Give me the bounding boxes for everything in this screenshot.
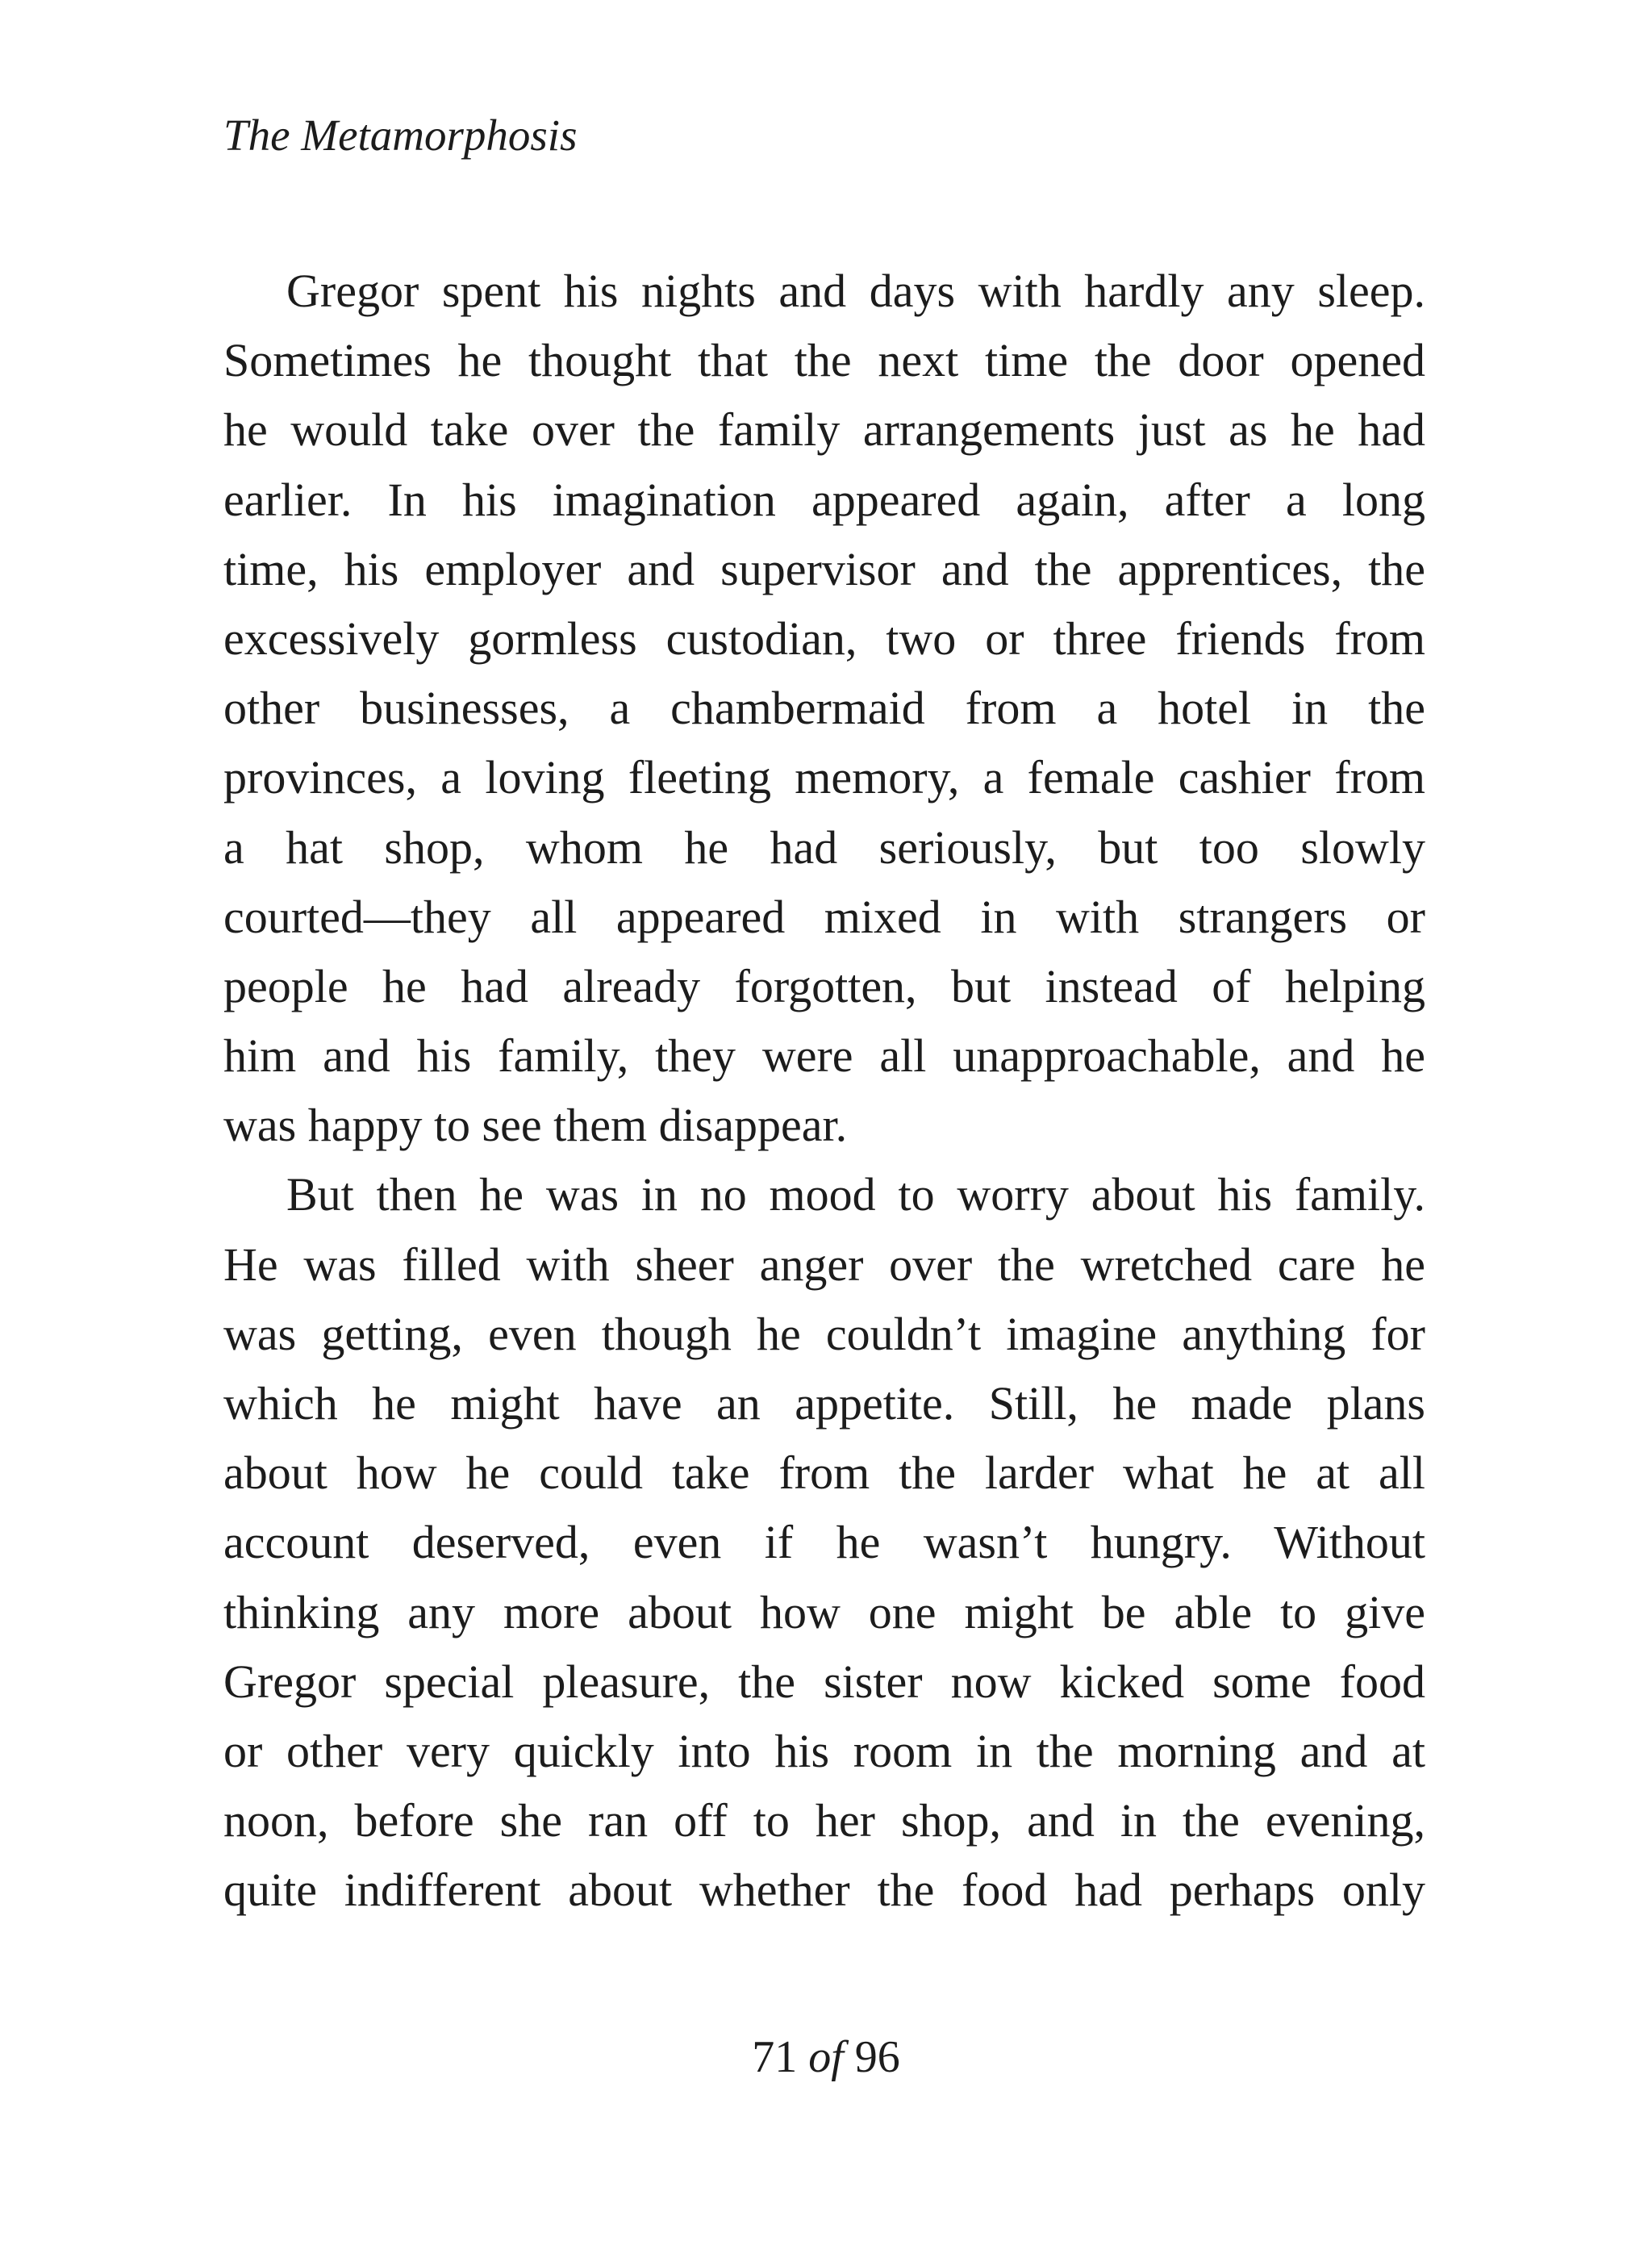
text-line: account deserved, even if he wasn’t hungry. Without (223, 1516, 1425, 1569)
paragraph (223, 1160, 1425, 1925)
text-line: Sometimes he thought that the next time the door opened (223, 334, 1425, 387)
text-line: which he might have an appetite. Still, he made plans (223, 1377, 1425, 1430)
text-line: or other very quickly into his room in the morning and at (223, 1724, 1425, 1777)
text-line: him and his family, they were all unapproachable, and he (223, 1029, 1425, 1083)
text-line: But then he was in no mood to worry about his family. (286, 1168, 1425, 1221)
text-line: about how he could take from the larder what he at all (223, 1446, 1425, 1500)
text-line: was getting, even though he couldn’t imagine anything for (223, 1307, 1425, 1360)
paragraph (223, 257, 1425, 1160)
page-number (0, 2025, 1652, 2089)
text-line: a hat shop, whom he had seriously, but too slowly (223, 820, 1425, 874)
text-line: Gregor spent his nights and days with hardly any sleep. (286, 265, 1425, 317)
page-of-label: of (808, 2032, 844, 2082)
text-line: provinces, a loving fleeting memory, a female cashier from (223, 751, 1425, 804)
text-line: courted—they all appeared mixed in with strangers or (223, 890, 1425, 943)
body-text (223, 257, 1425, 1926)
total-pages-number: 96 (854, 2032, 900, 2082)
text-line: time, his employer and supervisor and the apprentices, the (223, 542, 1425, 595)
text-line: other businesses, a chambermaid from a hotel in the (223, 682, 1425, 735)
text-line: He was filled with sheer anger over the wretched care he (223, 1238, 1425, 1291)
current-page-number: 71 (752, 2032, 798, 2082)
text-line: earlier. In his imagination appeared again, after a long (223, 473, 1425, 526)
text-line: he would take over the family arrangements just as he had (223, 403, 1425, 457)
text-line: excessively gormless custodian, two or three friends from (223, 612, 1425, 665)
text-line: Gregor special pleasure, the sister now kicked some food (223, 1655, 1425, 1708)
text-line: thinking any more about how one might be able to give (223, 1585, 1425, 1638)
text-line: people he had already forgotten, but instead of helping (223, 959, 1425, 1012)
text-line: quite indifferent about whether the food had perhaps only (223, 1864, 1425, 1917)
text-line: was happy to see them disappear. (223, 1099, 848, 1152)
running-title: The Metamorphosis (223, 111, 578, 160)
text-line: noon, before she ran off to her shop, and in the evening, (223, 1794, 1425, 1847)
